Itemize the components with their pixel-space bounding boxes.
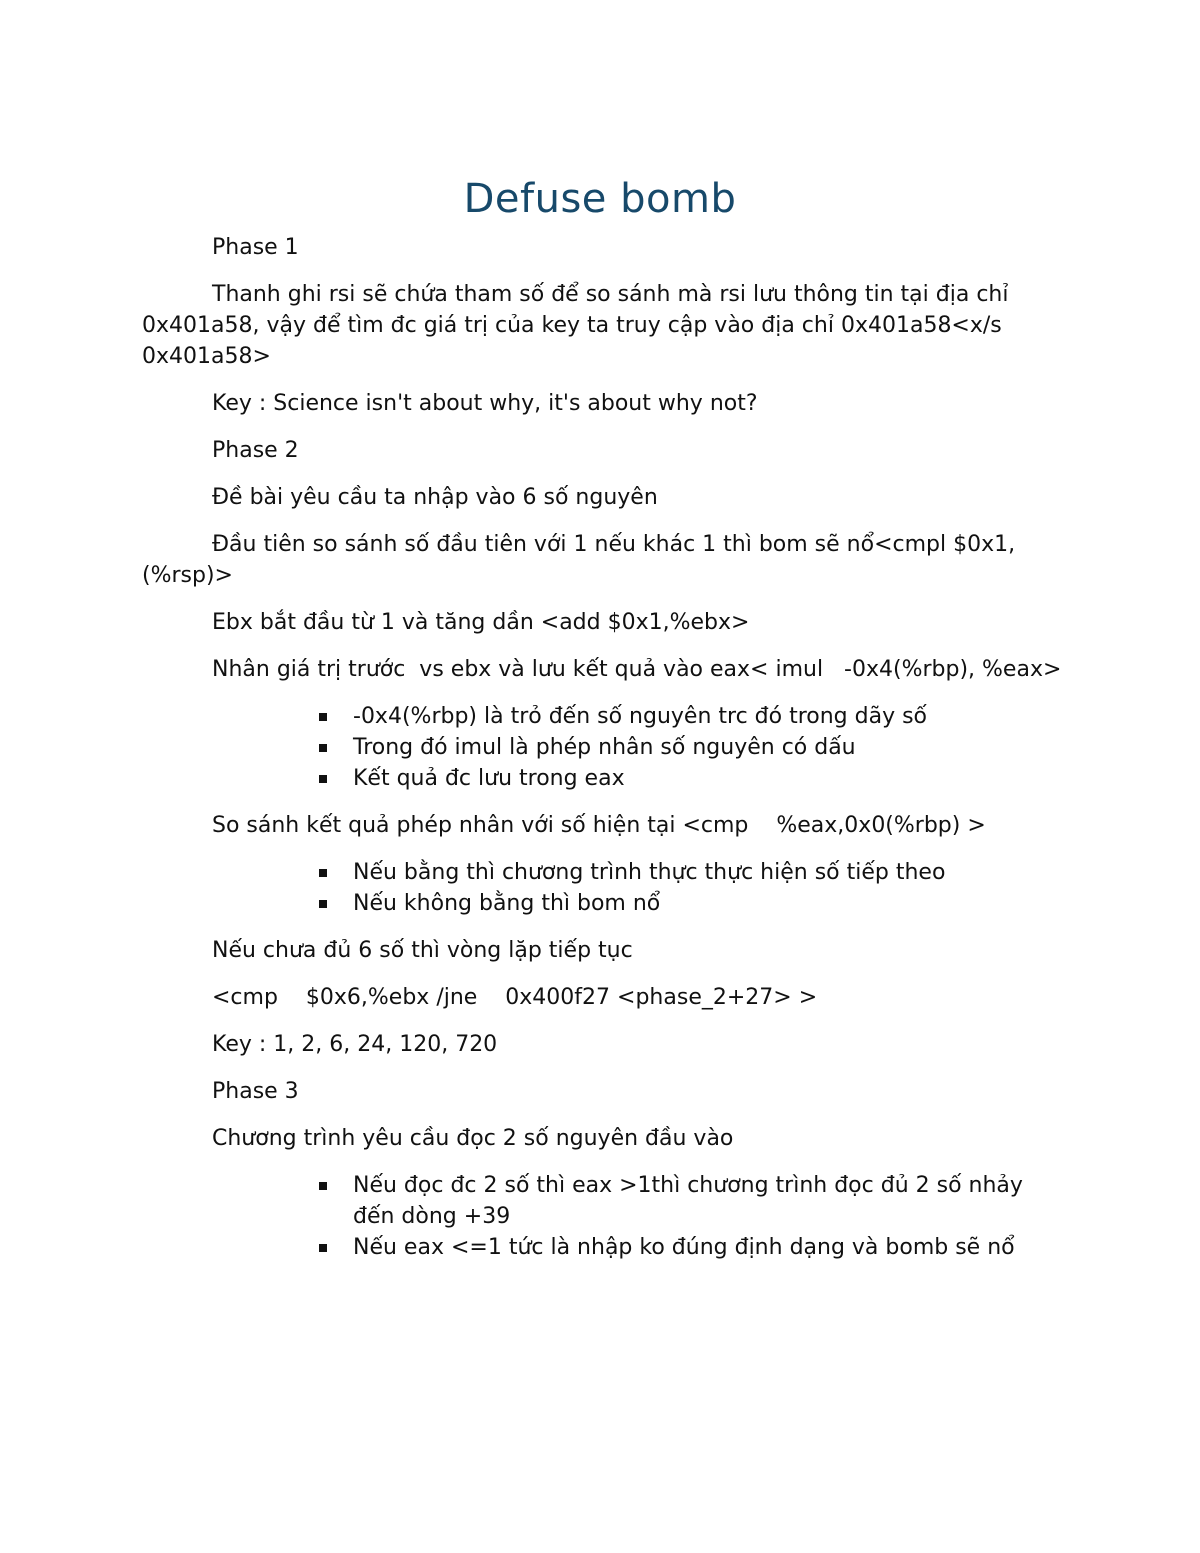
list-item: Nếu eax <=1 tức là nhập ko đúng định dạng và bomb sẽ nổ [142,1232,1062,1263]
paragraph-key-1: Key : Science isn't about why, it's about why not? [212,391,758,416]
list-item: Nếu đọc đc 2 số thì eax >1thì chương trình đọc đủ 2 số nhảy đến dòng +39 [142,1170,1062,1232]
list-item: Nếu không bằng thì bom nổ [142,888,1062,919]
bullet-list [142,701,1062,794]
list-item: Kết quả đc lưu trong eax [142,763,1062,794]
bullet-list [142,857,1062,919]
list-item: -0x4(%rbp) là trỏ đến số nguyên trc đó trong dãy số [142,701,1062,732]
document-title: Defuse bomb [463,176,737,222]
paragraph-phase-1-heading: Phase 1 [212,235,299,260]
paragraph: Đề bài yêu cầu ta nhập vào 6 số nguyên [212,485,658,510]
paragraph-phase-2-heading: Phase 2 [212,438,299,463]
paragraph: So sánh kết quả phép nhân với số hiện tại <cmp %eax,0x0(%rbp) > [212,813,986,838]
bullet-list [142,1170,1062,1263]
paragraph: Thanh ghi rsi sẽ chứa tham số để so sánh mà rsi lưu thông tin tại địa chỉ 0x401a58, vậy để tìm đc giá trị của key ta truy cập vào địa chỉ 0x401a58<x/s 0x401a58> [142,282,1016,369]
paragraph: Đầu tiên so sánh số đầu tiên với 1 nếu khác 1 thì bom sẽ nổ<cmpl $0x1,(%rsp)> [142,532,1016,588]
paragraph-key-2: Key : 1, 2, 6, 24, 120, 720 [212,1032,498,1057]
paragraph: Nhân giá trị trước vs ebx và lưu kết quả vào eax< imul -0x4(%rbp), %eax> [212,657,1062,682]
paragraph: Nếu chưa đủ 6 số thì vòng lặp tiếp tục [212,938,633,963]
paragraph: <cmp $0x6,%ebx /jne 0x400f27 <phase_2+27> > [212,985,818,1010]
paragraph: Ebx bắt đầu từ 1 và tăng dần <add $0x1,%ebx> [212,610,750,635]
list-item: Nếu bằng thì chương trình thực thực hiện số tiếp theo [142,857,1062,888]
paragraph: Chương trình yêu cầu đọc 2 số nguyên đầu vào [212,1126,734,1151]
list-item: Trong đó imul là phép nhân số nguyên có dấu [142,732,1062,763]
document-body [142,232,1062,1279]
paragraph-phase-3-heading: Phase 3 [212,1079,299,1104]
